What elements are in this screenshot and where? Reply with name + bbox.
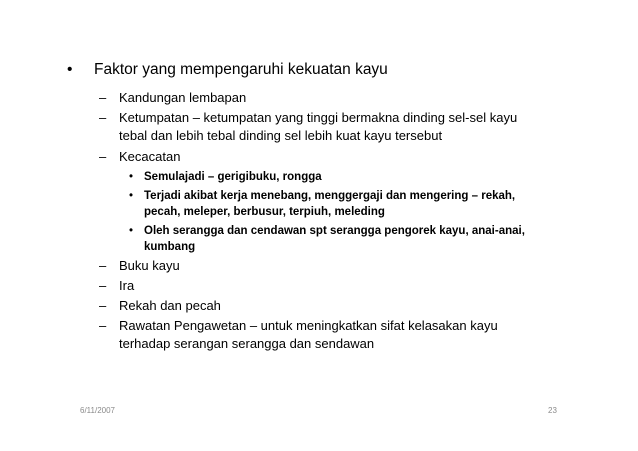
- footer-date: 6/11/2007: [80, 406, 115, 415]
- sub-item-text: Ketumpatan – ketumpatan yang tinggi bermakna dinding sel-sel kayu: [119, 110, 518, 125]
- sub-item-text: Rekah dan pecah: [119, 298, 221, 313]
- detail-item-text: Semulajadi – gerigibuku, rongga: [144, 171, 322, 183]
- sub-item-text-continued: tebal dan lebih tebal dinding sel lebih kuat kayu tersebut: [119, 128, 443, 143]
- sub-item-text: Ira: [119, 278, 135, 293]
- bullet-icon: •: [129, 190, 134, 202]
- sub-item-text: Rawatan Pengawetan – untuk meningkatkan sifat kelasakan kayu: [119, 318, 498, 333]
- dash-icon: –: [99, 318, 107, 333]
- dash-icon: –: [99, 258, 107, 273]
- sub-item-text: Kandungan lembapan: [119, 90, 247, 105]
- dash-icon: –: [99, 278, 107, 293]
- detail-item-text-continued: pecah, meleper, berbusur, terpiuh, meleding: [144, 206, 385, 218]
- sub-item-text: Kecacatan: [119, 149, 181, 164]
- bullet-icon: •: [67, 61, 73, 78]
- detail-item-text: Oleh serangga dan cendawan spt serangga pengorek kayu, anai-anai,: [144, 225, 525, 237]
- bullet-icon: •: [129, 171, 134, 183]
- dash-icon: –: [99, 110, 107, 125]
- main-point-text: Faktor yang mempengaruhi kekuatan kayu: [94, 61, 388, 78]
- dash-icon: –: [99, 90, 107, 105]
- bullet-icon: •: [129, 225, 134, 237]
- sub-item-text: Buku kayu: [119, 258, 180, 273]
- dash-icon: –: [99, 298, 107, 313]
- sub-item-text-continued: terhadap serangan serangga dan sendawan: [119, 336, 375, 351]
- dash-icon: –: [99, 149, 107, 164]
- detail-item-text-continued: kumbang: [144, 241, 196, 253]
- footer-page-number: 23: [548, 406, 557, 415]
- detail-item-text: Terjadi akibat kerja menebang, menggergaji dan mengering – rekah,: [144, 190, 516, 202]
